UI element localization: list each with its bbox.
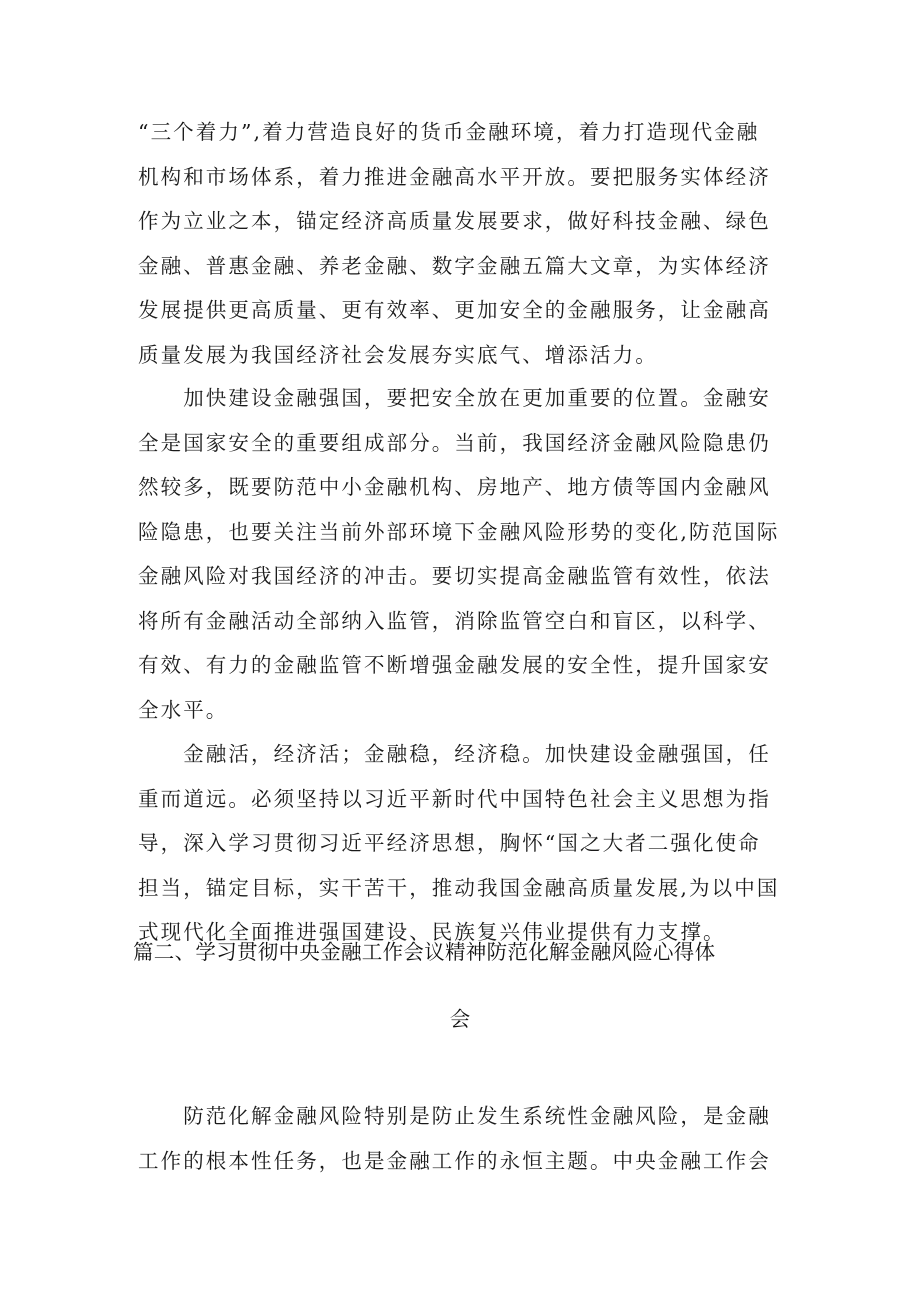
paragraph-line: 作为立业之本，锚定经济高质量发展要求，做好科技金融、绿色: [138, 209, 771, 233]
paragraph-line: 机构和市场体系，着力推进金融高水平开放。要把服务实体经济: [138, 164, 771, 189]
paragraph-line: 质量发展为我国经济社会发展夯实底气、增添活力。: [138, 342, 658, 367]
paragraph-line: 全水平。: [138, 697, 229, 722]
paragraph-line: 然较多，既要防范中小金融机构、房地产、地方债等国内金融风: [138, 475, 771, 499]
paragraph-line: “三个着力”,着力营造良好的货币金融环境，着力打造现代金融: [138, 120, 760, 144]
paragraph-line: 式现代化全面推进强国建设、民族复兴伟业提供有力支撑。: [138, 920, 726, 944]
paragraph-line: 金融活，经济活；金融稳，经济稳。加快建设金融强国，任: [138, 742, 771, 766]
paragraph-line: 全是国家安全的重要组成部分。当前，我国经济金融风险隐患仍: [138, 430, 771, 455]
paragraph-line: 将所有金融活动全部纳入监管，消除监管空白和盲区，以科学、: [138, 608, 771, 633]
paragraph-line: 工作的根本性任务，也是金融工作的永恒主题。中央金融工作会: [138, 1148, 771, 1173]
paragraph-line: 险隐患，也要关注当前外部环境下金融风险形势的变化,防范国际: [138, 519, 780, 544]
paragraph-line: 金融风险对我国经济的冲击。要切实提高金融监管有效性，依法: [138, 564, 771, 588]
paragraph-2: [138, 376, 798, 732]
paragraph-line: 发展提供更高质量、更有效率、更加安全的金融服务，让金融高: [138, 298, 771, 322]
paragraph-line: 金融、普惠金融、养老金融、数字金融五篇大文章，为实体经济: [138, 253, 771, 278]
paragraph-line: 担当，锚定目标，实干苦干，推动我国金融高质量发展,为以中国: [138, 875, 780, 900]
paragraph-4: [138, 1094, 798, 1183]
paragraph-line: 加快建设金融强国，要把安全放在更加重要的位置。金融安: [138, 386, 771, 410]
section-heading: 篇二、学习贯彻中央金融工作会议精神防范化解金融风险心得体: [133, 940, 716, 964]
paragraph-line: 重而道远。必须坚持以习近平新时代中国特色社会主义思想为指: [138, 786, 771, 811]
paragraph-1: [138, 110, 798, 377]
paragraph-line: 导，深入学习贯彻习近平经济思想，胸怀“国之大者二强化使命: [138, 831, 761, 855]
paragraph-line: 有效、有力的金融监管不断增强金融发展的安全性，提升国家安: [138, 653, 771, 677]
section-heading-continuation: 会: [449, 1007, 471, 1031]
paragraph-line: 防范化解金融风险特别是防止发生系统性金融风险，是金融: [138, 1104, 771, 1128]
paragraph-3: [138, 732, 798, 955]
